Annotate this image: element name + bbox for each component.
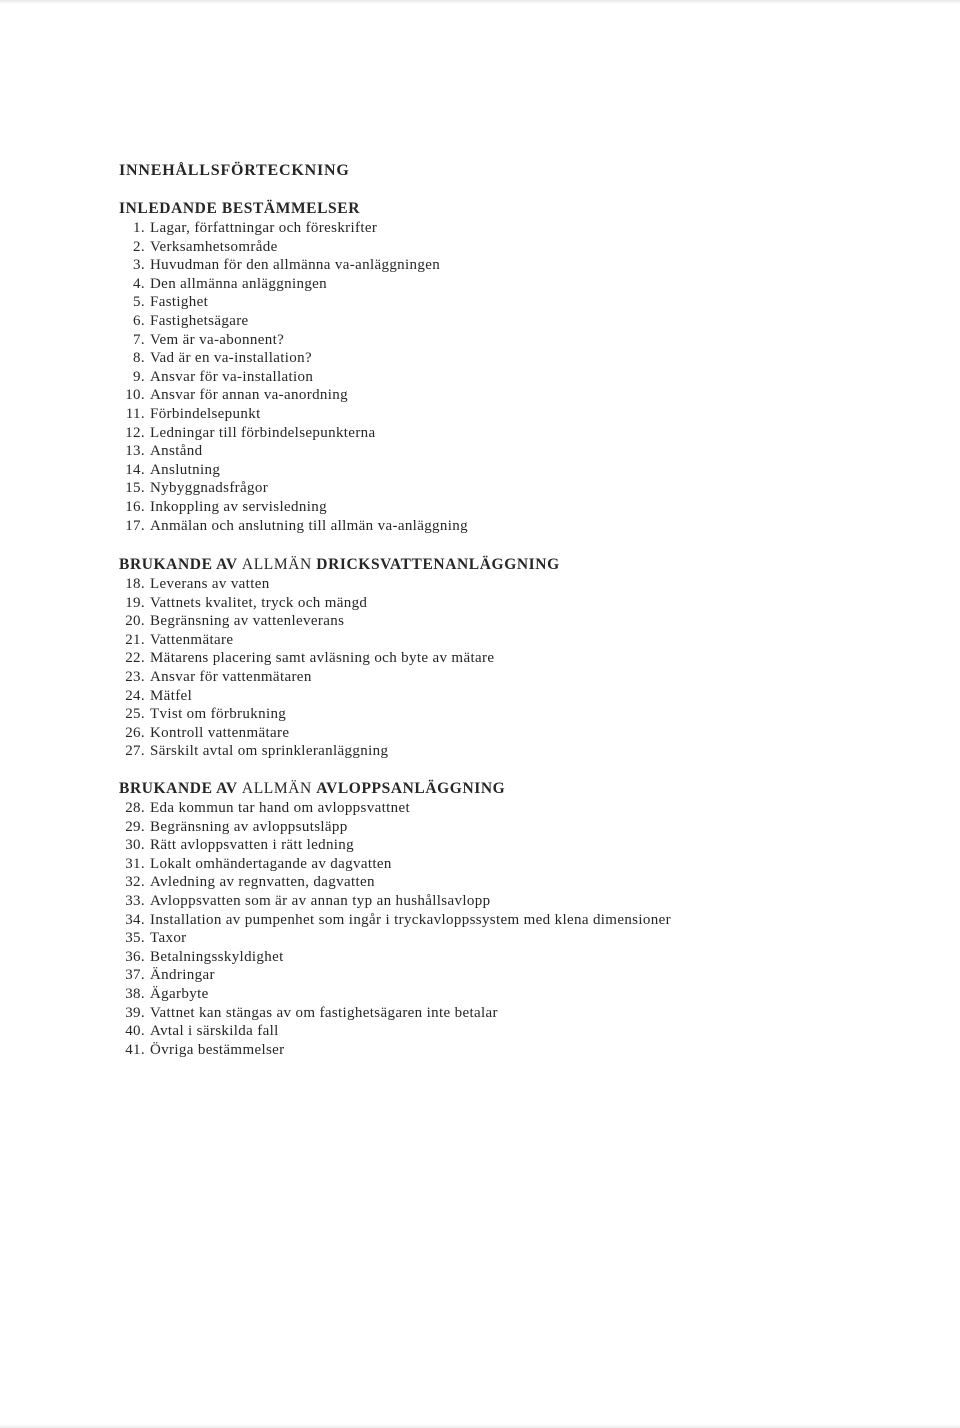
toc-entry <box>119 238 710 257</box>
toc-entry-number: 8 . <box>119 349 150 368</box>
toc-entry-label: Ansvar för va-installation <box>150 368 314 385</box>
toc-entry-label: Anstånd <box>150 443 203 460</box>
toc-entry-label: Installation av pumpenhet som ingår i tryckavloppssystem med klena dimensioner <box>150 911 671 928</box>
section-avlopp <box>119 779 710 1059</box>
toc-entry-number: 10 . <box>119 386 150 405</box>
toc-entry-number: 18 . <box>119 575 150 594</box>
toc-entry <box>119 818 710 837</box>
toc-entry <box>119 687 710 706</box>
toc-entry-label: Kontroll vattenmätare <box>150 724 290 741</box>
toc-entry-label: Mätarens placering samt avläsning och byte av mätare <box>150 650 495 667</box>
toc-entry <box>119 479 710 498</box>
toc-entry <box>119 461 710 480</box>
toc-entry <box>119 368 710 387</box>
toc-entry-number: 23 . <box>119 668 150 687</box>
toc-entry-label: Vattnets kvalitet, tryck och mängd <box>150 594 368 611</box>
toc-entry <box>119 594 710 613</box>
toc-entry-number: 40 . <box>119 1022 150 1041</box>
toc-entry-number: 14 . <box>119 461 150 480</box>
toc-entry-label: Vad är en va-installation? <box>150 350 312 367</box>
toc-entry-number: 9 . <box>119 368 150 387</box>
toc-entry-number: 6 . <box>119 312 150 331</box>
toc-entry-number: 4 . <box>119 275 150 294</box>
toc-entry-label: Inkoppling av servisledning <box>150 498 327 515</box>
section-heading-part: ALLMÄN <box>241 780 317 797</box>
section-heading-part: INLEDANDE BESTÄMMELSER <box>119 200 361 217</box>
toc-entry <box>119 1022 710 1041</box>
toc-entry-number: 12 . <box>119 424 150 443</box>
toc-entry-label: Taxor <box>150 930 187 947</box>
toc-entry-label: Betalningsskyldighet <box>150 948 284 965</box>
toc-entry <box>119 312 710 331</box>
toc-entry-label: Avledning av regnvatten, dagvatten <box>150 874 375 891</box>
toc-entry-label: Anslutning <box>150 461 221 478</box>
top-edge-shadow <box>0 0 960 4</box>
toc-entry-number: 3 . <box>119 256 150 275</box>
toc-entry-label: Vem är va-abonnent? <box>150 331 285 348</box>
toc-list <box>119 799 710 1059</box>
section-heading <box>119 779 710 799</box>
toc-entry-number: 34 . <box>119 911 150 930</box>
toc-entry-label: Rätt avloppsvatten i rätt ledning <box>150 837 355 854</box>
toc-entry-number: 22 . <box>119 649 150 668</box>
toc-entry-label: Ändringar <box>150 967 215 984</box>
toc-entry <box>119 612 710 631</box>
toc-entry-label: Anmälan och anslutning till allmän va-anläggning <box>150 517 468 534</box>
toc-entry-number: 1 . <box>119 219 150 238</box>
toc-entry-label: Ägarbyte <box>150 985 209 1002</box>
toc-entry-label: Fastighet <box>150 294 209 311</box>
toc-entry-number: 33 . <box>119 892 150 911</box>
toc-entry <box>119 405 710 424</box>
section-heading-part: BRUKANDE AV <box>119 556 242 573</box>
section-heading <box>119 555 710 575</box>
toc-entry-label: Ansvar för annan va-anordning <box>150 387 349 404</box>
toc-entry <box>119 631 710 650</box>
toc-entry-number: 32 . <box>119 873 150 892</box>
toc-entry-number: 38 . <box>119 985 150 1004</box>
toc-entry-number: 41 . <box>119 1041 150 1060</box>
toc-list <box>119 219 710 535</box>
toc-entry-label: Fastighetsägare <box>150 312 249 329</box>
toc-list <box>119 575 710 761</box>
toc-entry-number: 36 . <box>119 948 150 967</box>
toc-entry <box>119 517 710 536</box>
toc-entry-label: Avtal i särskilda fall <box>150 1023 279 1040</box>
toc-entry <box>119 836 710 855</box>
toc-entry-number: 27 . <box>119 742 150 761</box>
toc-entry-number: 25 . <box>119 705 150 724</box>
toc-entry <box>119 386 710 405</box>
toc-entry <box>119 911 710 930</box>
toc-entry-label: Mätfel <box>150 687 193 704</box>
toc-entry-number: 15 . <box>119 479 150 498</box>
toc-entry <box>119 219 710 238</box>
toc-entry-number: 29 . <box>119 818 150 837</box>
toc-entry <box>119 873 710 892</box>
toc-entry-label: Vattenmätare <box>150 631 234 648</box>
toc-entry-number: 35 . <box>119 929 150 948</box>
toc-entry <box>119 498 710 517</box>
toc-entry <box>119 966 710 985</box>
section-heading-part: AVLOPPSANLÄGGNING <box>316 780 506 797</box>
toc-entry-number: 26 . <box>119 724 150 743</box>
toc-entry <box>119 742 710 761</box>
toc-entry-number: 5 . <box>119 293 150 312</box>
section-heading <box>119 199 710 219</box>
toc-entry <box>119 1041 710 1060</box>
toc-entry-label: Eda kommun tar hand om avloppsvattnet <box>150 800 410 816</box>
toc-entry-number: 19 . <box>119 594 150 613</box>
toc-entry-number: 7 . <box>119 331 150 350</box>
toc-entry-label: Huvudman för den allmänna va-anläggningen <box>150 257 441 274</box>
toc-entry-number: 37 . <box>119 966 150 985</box>
toc-entry-number: 20 . <box>119 612 150 631</box>
toc-entry-label: Tvist om förbrukning <box>150 706 287 723</box>
toc-entry <box>119 442 710 461</box>
section-heading-part: DRICKSVATTENANLÄGGNING <box>316 556 560 573</box>
toc-entry <box>119 649 710 668</box>
toc-entry-label: Särskilt avtal om sprinkleranläggning <box>150 743 389 760</box>
toc-entry-label: Begränsning av vattenleverans <box>150 613 345 630</box>
toc-entry-number: 24 . <box>119 687 150 706</box>
toc-entry-number: 31 . <box>119 855 150 874</box>
toc-entry-label: Ledningar till förbindelsepunkterna <box>150 424 376 441</box>
toc-entry-label: Förbindelsepunkt <box>150 405 261 422</box>
toc-entry-label: Lagar, författningar och föreskrifter <box>150 220 378 236</box>
toc-entry <box>119 275 710 294</box>
toc-entry-label: Lokalt omhändertagande av dagvatten <box>150 855 392 872</box>
toc-entry <box>119 256 710 275</box>
section-dricksvatten <box>119 555 710 761</box>
toc-entry <box>119 349 710 368</box>
toc-entry <box>119 799 710 818</box>
page-title: INNEHÅLLSFÖRTECKNING <box>119 162 350 179</box>
toc-entry-number: 30 . <box>119 836 150 855</box>
toc-entry <box>119 705 710 724</box>
toc-entry-label: Begränsning av avloppsutsläpp <box>150 818 348 835</box>
toc-entry-number: 28 . <box>119 799 150 818</box>
toc-entry-label: Övriga bestämmelser <box>150 1041 285 1058</box>
toc-entry <box>119 424 710 443</box>
toc-entry <box>119 985 710 1004</box>
toc-entry <box>119 331 710 350</box>
toc-entry-label: Vattnet kan stängas av om fastighetsägaren inte betalar <box>150 1004 498 1021</box>
toc-entry-number: 2 . <box>119 238 150 257</box>
toc-entry-label: Avloppsvatten som är av annan typ an hushållsavlopp <box>150 892 491 909</box>
toc-entry-label: Nybyggnadsfrågor <box>150 480 269 497</box>
toc-entry <box>119 948 710 967</box>
toc-entry <box>119 929 710 948</box>
toc-entry-number: 21 . <box>119 631 150 650</box>
toc-entry <box>119 668 710 687</box>
toc-entry-label: Den allmänna anläggningen <box>150 275 328 292</box>
section-heading-part: ALLMÄN <box>241 556 317 573</box>
section-heading-part: BRUKANDE AV <box>119 780 242 797</box>
toc-entry-number: 17 . <box>119 517 150 536</box>
toc-entry <box>119 1004 710 1023</box>
bottom-edge-shadow <box>0 1424 960 1428</box>
toc-entry <box>119 575 710 594</box>
toc-entry <box>119 293 710 312</box>
toc-entry-number: 11 . <box>119 405 150 424</box>
toc-entry-label: Ansvar för vattenmätaren <box>150 668 312 685</box>
toc-entry <box>119 855 710 874</box>
toc-entry-label: Leverans av vatten <box>150 576 270 592</box>
toc-entry-label: Verksamhetsområde <box>150 238 278 255</box>
section-inledande <box>119 199 710 535</box>
toc-entry-number: 39 . <box>119 1004 150 1023</box>
toc-entry-number: 16 . <box>119 498 150 517</box>
toc-entry <box>119 892 710 911</box>
toc-entry-number: 13 . <box>119 442 150 461</box>
toc-entry <box>119 724 710 743</box>
